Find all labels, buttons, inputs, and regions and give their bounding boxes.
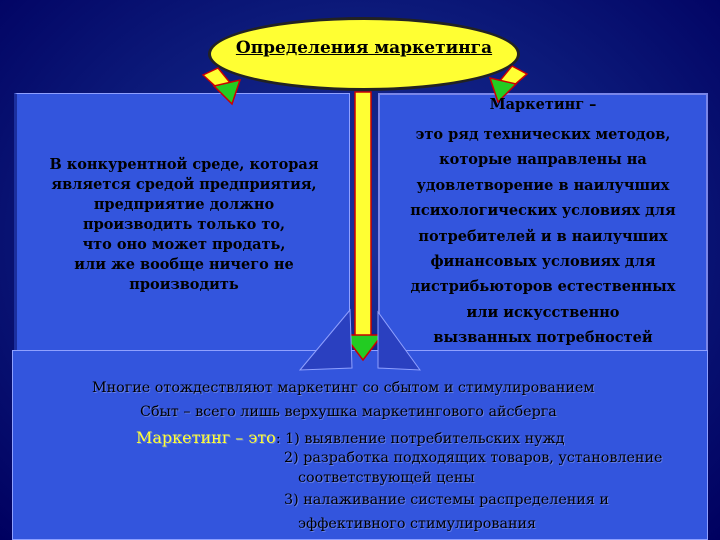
page-title: Определения маркетинга: [235, 38, 493, 58]
right-line: которые направлены на: [439, 151, 647, 169]
right-line: дистрибьюторов естественных: [410, 278, 676, 296]
right-line: потребителей и в наилучших: [418, 227, 668, 245]
right-line: удовлетворение в наилучших: [416, 176, 670, 194]
left-line: производить: [129, 276, 239, 293]
left-line: предприятие должно: [93, 196, 275, 213]
summary-line: Многие отождествляют маркетинг со сбытом и стимулированием: [92, 380, 595, 396]
summary-line: эффективного стимулирования: [298, 516, 537, 532]
left-line: или же вообще ничего не: [74, 256, 294, 273]
right-line: вызванных потребностей: [433, 329, 653, 347]
right-line: это ряд технических методов,: [415, 126, 671, 143]
right-line: психологических условиях для: [410, 202, 676, 220]
left-line: В конкурентной среде, которая: [49, 156, 319, 173]
title-oval: [208, 17, 520, 91]
right-line: финансовых условиях для: [430, 253, 656, 271]
left-corner-shape: [300, 310, 352, 370]
summary-lead: Маркетинг – это: [136, 428, 276, 447]
left-line: что оно может продать,: [82, 236, 286, 253]
right-line: или искусственно: [466, 303, 620, 321]
summary-line: [136, 428, 565, 447]
summary-line: 2) разработка подходящих товаров, установление: [284, 450, 663, 466]
summary-line: 3) налаживание системы распределения и: [284, 492, 609, 508]
left-definition-text: [24, 155, 344, 295]
left-line: является средой предприятия,: [51, 176, 317, 193]
right-definition-text: [382, 122, 704, 351]
right-definition-title: Маркетинг –: [489, 96, 597, 113]
summary-line: Сбыт – всего лишь верхушка маркетингового айсберга: [140, 404, 557, 420]
summary-rest: : 1) выявление потребительских нужд: [275, 431, 565, 447]
left-line: производить только то,: [82, 216, 286, 233]
summary-line: соответствующей цены: [298, 470, 475, 486]
